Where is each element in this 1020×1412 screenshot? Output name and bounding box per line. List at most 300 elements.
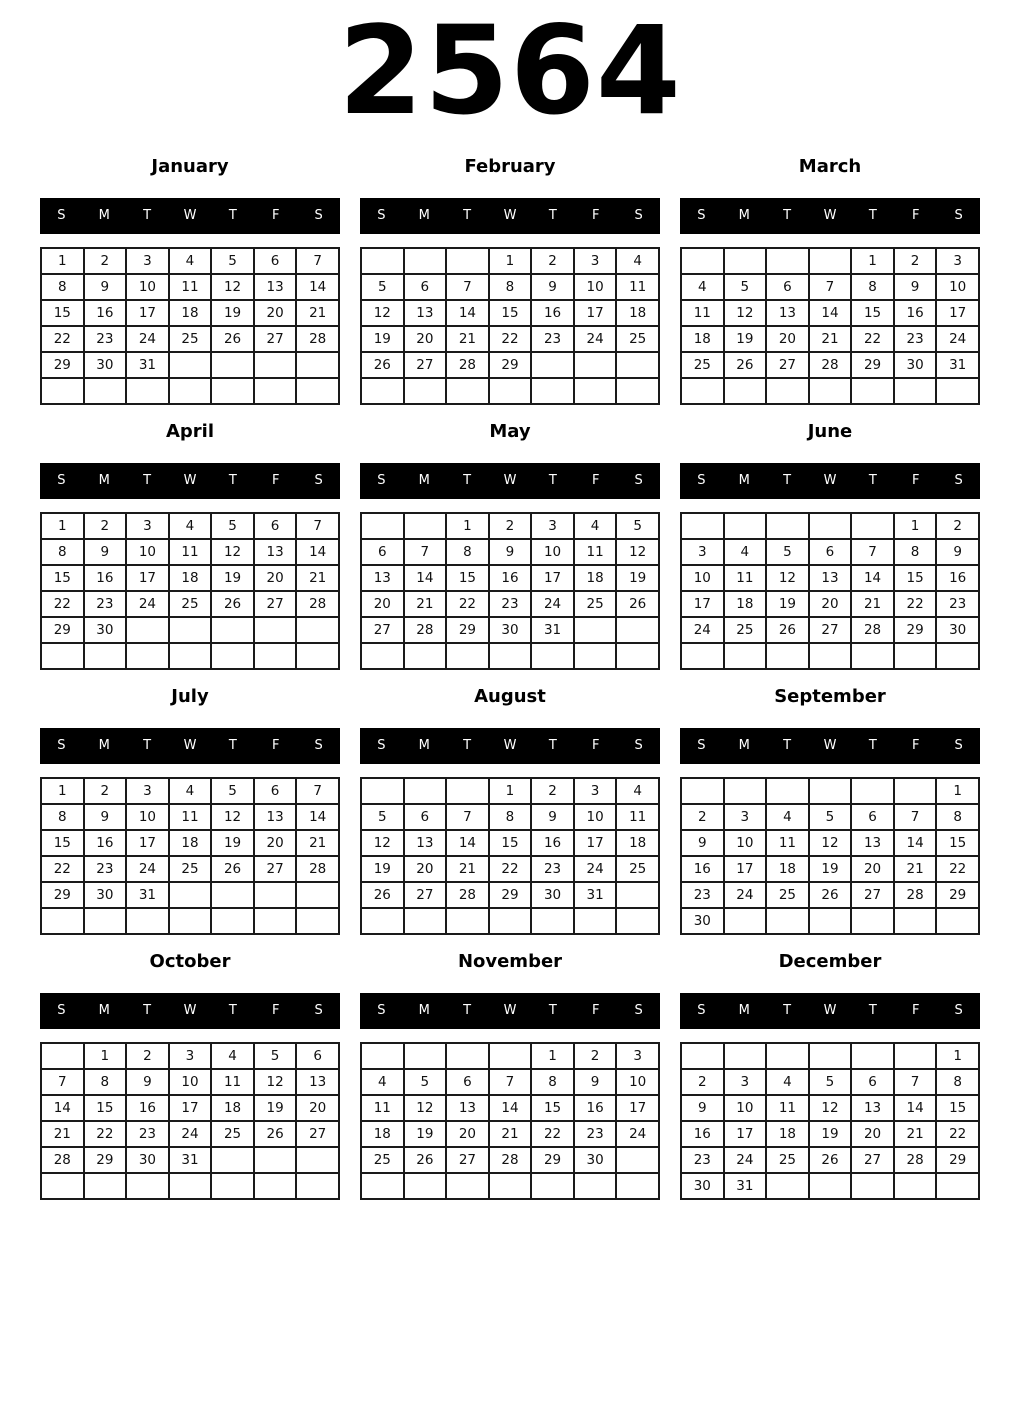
day-cell: 24 [936, 326, 979, 352]
week-row [41, 1173, 339, 1199]
day-cell-empty [446, 248, 489, 274]
day-cell: 17 [574, 830, 617, 856]
day-cell: 3 [936, 248, 979, 274]
weekday-label: S [954, 208, 963, 223]
day-cell: 8 [489, 804, 532, 830]
month-grid [360, 512, 660, 670]
day-cell: 20 [404, 326, 447, 352]
day-cell-empty [531, 908, 574, 934]
month-title: November [457, 951, 563, 972]
day-cell-empty [211, 1173, 254, 1199]
week-row [361, 1147, 659, 1173]
weekday-label: F [911, 208, 920, 223]
day-cell-empty [41, 643, 84, 669]
weekday-label: M [738, 208, 750, 223]
day-cell: 8 [531, 1069, 574, 1095]
day-cell: 2 [894, 248, 937, 274]
day-cell-empty [766, 908, 809, 934]
day-cell: 10 [126, 539, 169, 565]
day-cell: 29 [41, 352, 84, 378]
day-cell: 8 [489, 274, 532, 300]
week-row [681, 513, 979, 539]
day-cell-empty [809, 248, 852, 274]
day-cell-empty [211, 908, 254, 934]
day-cell: 15 [41, 565, 84, 591]
day-cell: 20 [404, 856, 447, 882]
day-cell: 28 [446, 352, 489, 378]
day-cell-empty [616, 1173, 659, 1199]
day-cell-empty [936, 378, 979, 404]
day-cell: 3 [126, 513, 169, 539]
day-cell: 30 [936, 617, 979, 643]
day-cell: 9 [84, 539, 127, 565]
day-cell-empty [254, 643, 297, 669]
day-cell: 29 [894, 617, 937, 643]
day-cell: 9 [936, 539, 979, 565]
day-cell: 17 [724, 856, 767, 882]
day-cell: 26 [211, 591, 254, 617]
day-cell: 27 [254, 856, 297, 882]
day-cell-empty [296, 352, 339, 378]
day-cell: 20 [809, 591, 852, 617]
day-cell: 17 [169, 1095, 212, 1121]
day-cell: 18 [616, 300, 659, 326]
day-cell: 31 [724, 1173, 767, 1199]
weekday-label: T [868, 738, 877, 753]
day-cell-empty [574, 378, 617, 404]
day-cell: 25 [616, 326, 659, 352]
day-cell: 30 [84, 882, 127, 908]
day-cell: 4 [681, 274, 724, 300]
weekday-label: T [463, 1003, 472, 1018]
day-cell: 2 [84, 778, 127, 804]
day-cell-empty [616, 617, 659, 643]
day-cell: 26 [766, 617, 809, 643]
weekday-label: M [418, 473, 430, 488]
day-cell: 4 [616, 248, 659, 274]
day-cell: 5 [616, 513, 659, 539]
day-cell: 3 [126, 248, 169, 274]
day-cell-empty [681, 778, 724, 804]
day-cell: 17 [936, 300, 979, 326]
day-cell-empty [724, 1043, 767, 1069]
weekday-label: S [57, 208, 66, 223]
day-cell: 3 [724, 804, 767, 830]
day-cell: 13 [809, 565, 852, 591]
month-march [680, 156, 980, 405]
month-grid [680, 512, 980, 670]
day-cell: 2 [84, 513, 127, 539]
week-row [41, 513, 339, 539]
day-cell: 18 [574, 565, 617, 591]
day-cell: 10 [681, 565, 724, 591]
day-cell: 15 [84, 1095, 127, 1121]
day-cell: 17 [126, 565, 169, 591]
day-cell-empty [724, 513, 767, 539]
day-cell-empty [41, 1043, 84, 1069]
day-cell: 30 [574, 1147, 617, 1173]
week-row [41, 539, 339, 565]
day-cell: 23 [531, 326, 574, 352]
day-cell-empty [404, 908, 447, 934]
week-row [361, 856, 659, 882]
weekday-label: T [228, 1003, 237, 1018]
day-cell: 25 [766, 882, 809, 908]
day-cell: 19 [361, 856, 404, 882]
day-cell-empty [361, 378, 404, 404]
day-cell: 24 [531, 591, 574, 617]
week-row [41, 856, 339, 882]
day-cell: 26 [809, 882, 852, 908]
weekday-label: S [314, 738, 323, 753]
weekday-label: M [98, 1003, 110, 1018]
week-row [41, 1043, 339, 1069]
day-cell-empty [254, 378, 297, 404]
month-february [360, 156, 660, 405]
week-row [361, 248, 659, 274]
day-cell: 27 [254, 326, 297, 352]
day-cell: 2 [681, 804, 724, 830]
day-cell-empty [446, 1173, 489, 1199]
day-cell-empty [169, 352, 212, 378]
day-cell-empty [489, 643, 532, 669]
day-cell: 19 [211, 300, 254, 326]
weekday-label: T [783, 473, 792, 488]
month-grid [360, 247, 660, 405]
day-cell: 30 [894, 352, 937, 378]
day-cell: 27 [404, 352, 447, 378]
day-cell: 11 [169, 539, 212, 565]
day-cell: 29 [489, 882, 532, 908]
month-title: December [778, 951, 882, 972]
day-cell: 21 [296, 830, 339, 856]
day-cell: 19 [724, 326, 767, 352]
day-cell-empty [724, 248, 767, 274]
day-cell: 11 [169, 804, 212, 830]
day-cell: 6 [254, 248, 297, 274]
day-cell: 29 [936, 1147, 979, 1173]
week-row [681, 352, 979, 378]
day-cell: 1 [41, 778, 84, 804]
day-cell: 5 [404, 1069, 447, 1095]
week-row [361, 830, 659, 856]
day-cell: 16 [681, 1121, 724, 1147]
weekday-label: W [183, 208, 197, 223]
week-row [41, 804, 339, 830]
day-cell-empty [126, 643, 169, 669]
day-cell: 13 [404, 830, 447, 856]
day-cell-empty [404, 1043, 447, 1069]
day-cell: 5 [211, 248, 254, 274]
day-cell: 10 [936, 274, 979, 300]
day-cell: 2 [84, 248, 127, 274]
week-row [41, 908, 339, 934]
day-cell: 29 [851, 352, 894, 378]
day-cell-empty [766, 778, 809, 804]
day-cell-empty [296, 908, 339, 934]
day-cell-empty [211, 617, 254, 643]
weekday-label: F [911, 1003, 920, 1018]
day-cell: 4 [766, 1069, 809, 1095]
weekday-label: F [591, 473, 600, 488]
day-cell: 19 [211, 830, 254, 856]
weekday-header [680, 993, 980, 1029]
day-cell: 13 [254, 804, 297, 830]
day-cell: 7 [894, 1069, 937, 1095]
day-cell: 21 [894, 1121, 937, 1147]
day-cell: 12 [724, 300, 767, 326]
day-cell: 22 [41, 856, 84, 882]
day-cell: 27 [766, 352, 809, 378]
day-cell: 19 [766, 591, 809, 617]
day-cell: 21 [41, 1121, 84, 1147]
day-cell-empty [489, 1173, 532, 1199]
day-cell: 14 [296, 539, 339, 565]
day-cell-empty [894, 378, 937, 404]
week-row [681, 1069, 979, 1095]
weekday-label: S [314, 1003, 323, 1018]
weekday-label: T [548, 738, 557, 753]
day-cell: 20 [361, 591, 404, 617]
day-cell-empty [169, 1173, 212, 1199]
day-cell-empty [724, 643, 767, 669]
day-cell: 13 [766, 300, 809, 326]
week-row [681, 591, 979, 617]
week-row [41, 378, 339, 404]
day-cell: 12 [254, 1069, 297, 1095]
weekday-label: F [911, 738, 920, 753]
day-cell: 4 [169, 513, 212, 539]
day-cell: 19 [361, 326, 404, 352]
day-cell: 16 [681, 856, 724, 882]
day-cell-empty [361, 248, 404, 274]
month-september [680, 686, 980, 935]
day-cell: 5 [766, 539, 809, 565]
weekday-label: T [228, 208, 237, 223]
day-cell: 9 [489, 539, 532, 565]
day-cell: 1 [41, 248, 84, 274]
week-row [681, 830, 979, 856]
day-cell: 14 [296, 804, 339, 830]
day-cell-empty [616, 908, 659, 934]
day-cell: 4 [616, 778, 659, 804]
day-cell: 17 [126, 830, 169, 856]
day-cell: 16 [84, 565, 127, 591]
day-cell: 18 [361, 1121, 404, 1147]
day-cell: 19 [254, 1095, 297, 1121]
day-cell: 18 [169, 300, 212, 326]
day-cell-empty [254, 1173, 297, 1199]
day-cell: 14 [851, 565, 894, 591]
day-cell: 7 [296, 778, 339, 804]
day-cell: 28 [296, 856, 339, 882]
day-cell: 20 [446, 1121, 489, 1147]
weekday-label: M [418, 208, 430, 223]
day-cell: 15 [41, 830, 84, 856]
day-cell: 28 [489, 1147, 532, 1173]
weekday-label: T [228, 473, 237, 488]
day-cell: 1 [84, 1043, 127, 1069]
weekday-header [680, 198, 980, 234]
weekday-label: T [463, 738, 472, 753]
day-cell-empty [851, 378, 894, 404]
day-cell: 4 [724, 539, 767, 565]
weekday-header [360, 728, 660, 764]
month-grid [40, 1042, 340, 1200]
day-cell-empty [254, 908, 297, 934]
weekday-label: S [314, 208, 323, 223]
day-cell: 11 [766, 1095, 809, 1121]
day-cell-empty [681, 513, 724, 539]
day-cell-empty [851, 1043, 894, 1069]
weekday-label: T [783, 738, 792, 753]
week-row [361, 513, 659, 539]
day-cell: 17 [531, 565, 574, 591]
day-cell-empty [851, 643, 894, 669]
day-cell: 26 [724, 352, 767, 378]
weekday-label: T [143, 208, 152, 223]
day-cell: 17 [574, 300, 617, 326]
day-cell: 22 [851, 326, 894, 352]
day-cell: 19 [404, 1121, 447, 1147]
day-cell: 21 [404, 591, 447, 617]
day-cell: 25 [169, 856, 212, 882]
weekday-label: W [183, 1003, 197, 1018]
weekday-label: S [634, 738, 643, 753]
day-cell: 17 [724, 1121, 767, 1147]
day-cell: 9 [84, 274, 127, 300]
weekday-label: W [183, 473, 197, 488]
weekday-label: T [228, 738, 237, 753]
day-cell: 31 [126, 352, 169, 378]
day-cell: 6 [446, 1069, 489, 1095]
day-cell-empty [681, 1043, 724, 1069]
week-row [681, 1121, 979, 1147]
day-cell: 6 [254, 778, 297, 804]
week-row [681, 882, 979, 908]
week-row [681, 1043, 979, 1069]
day-cell-empty [211, 378, 254, 404]
day-cell-empty [766, 643, 809, 669]
week-row [681, 856, 979, 882]
week-row [361, 1095, 659, 1121]
day-cell-empty [361, 908, 404, 934]
day-cell: 15 [936, 830, 979, 856]
day-cell-empty [254, 352, 297, 378]
week-row [361, 804, 659, 830]
day-cell-empty [211, 643, 254, 669]
week-row [41, 778, 339, 804]
day-cell-empty [766, 248, 809, 274]
day-cell: 26 [404, 1147, 447, 1173]
day-cell: 6 [809, 539, 852, 565]
day-cell: 14 [894, 830, 937, 856]
day-cell: 13 [254, 539, 297, 565]
day-cell: 8 [84, 1069, 127, 1095]
week-row [361, 643, 659, 669]
day-cell: 5 [254, 1043, 297, 1069]
day-cell: 23 [936, 591, 979, 617]
day-cell: 13 [404, 300, 447, 326]
weekday-header [360, 993, 660, 1029]
day-cell: 2 [126, 1043, 169, 1069]
weekday-label: T [463, 473, 472, 488]
day-cell: 11 [361, 1095, 404, 1121]
day-cell: 25 [681, 352, 724, 378]
week-row [361, 882, 659, 908]
day-cell-empty [84, 378, 127, 404]
day-cell-empty [724, 908, 767, 934]
day-cell: 18 [211, 1095, 254, 1121]
day-cell: 17 [126, 300, 169, 326]
day-cell: 31 [574, 882, 617, 908]
day-cell-empty [574, 617, 617, 643]
day-cell-empty [361, 643, 404, 669]
day-cell: 24 [616, 1121, 659, 1147]
day-cell: 25 [724, 617, 767, 643]
day-cell-empty [894, 1043, 937, 1069]
day-cell: 15 [531, 1095, 574, 1121]
day-cell: 5 [361, 274, 404, 300]
week-row [361, 1173, 659, 1199]
week-row [41, 274, 339, 300]
weekday-label: W [183, 738, 197, 753]
weekday-label: M [418, 738, 430, 753]
day-cell: 15 [936, 1095, 979, 1121]
week-row [361, 908, 659, 934]
day-cell: 7 [404, 539, 447, 565]
year-title: 2564 [338, 0, 682, 142]
day-cell-empty [766, 378, 809, 404]
day-cell: 27 [254, 591, 297, 617]
day-cell: 25 [616, 856, 659, 882]
weekday-label: T [868, 1003, 877, 1018]
day-cell: 30 [531, 882, 574, 908]
day-cell: 14 [296, 274, 339, 300]
day-cell-empty [404, 1173, 447, 1199]
month-title: July [171, 686, 209, 707]
day-cell: 10 [574, 804, 617, 830]
day-cell: 3 [126, 778, 169, 804]
week-row [361, 617, 659, 643]
day-cell: 14 [809, 300, 852, 326]
week-row [681, 248, 979, 274]
weekday-label: F [911, 473, 920, 488]
weekday-label: M [418, 1003, 430, 1018]
day-cell-empty [574, 908, 617, 934]
weekday-header [680, 463, 980, 499]
day-cell-empty [894, 908, 937, 934]
day-cell: 20 [254, 300, 297, 326]
week-row [361, 326, 659, 352]
day-cell-empty [851, 513, 894, 539]
day-cell: 2 [531, 248, 574, 274]
day-cell: 21 [446, 326, 489, 352]
day-cell-empty [531, 352, 574, 378]
day-cell-empty [446, 378, 489, 404]
day-cell: 30 [84, 617, 127, 643]
weekday-label: S [377, 473, 386, 488]
day-cell: 6 [851, 1069, 894, 1095]
day-cell-empty [574, 1173, 617, 1199]
week-row [681, 326, 979, 352]
day-cell-empty [724, 778, 767, 804]
day-cell: 22 [41, 326, 84, 352]
day-cell: 1 [894, 513, 937, 539]
month-grid [680, 247, 980, 405]
weekday-label: S [634, 1003, 643, 1018]
day-cell: 29 [489, 352, 532, 378]
